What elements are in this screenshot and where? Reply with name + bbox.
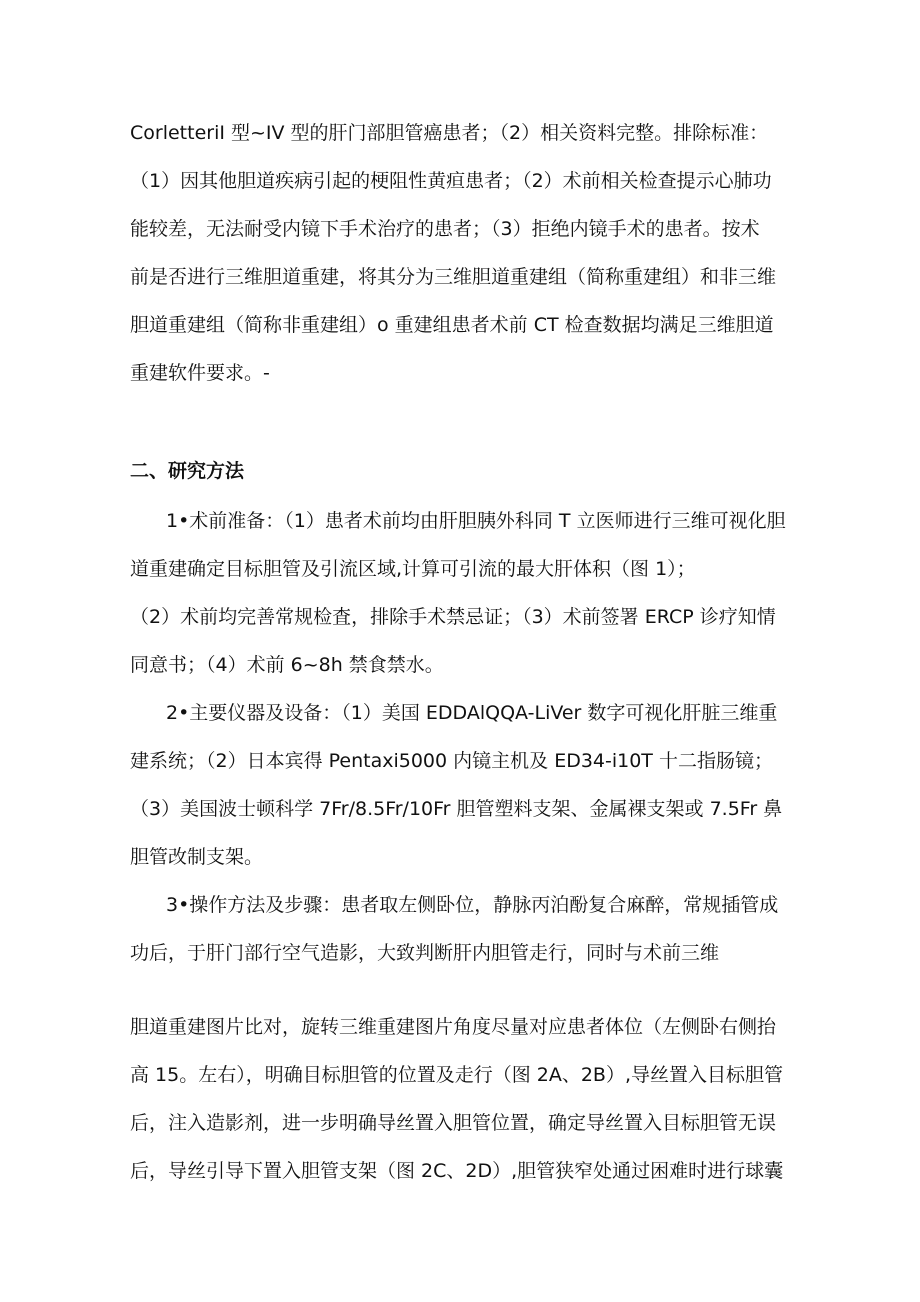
paragraph-line: CorletteriI 型~IV 型的肝门部胆管癌患者；（2）相关资料完整。排除标准： <box>130 122 769 144</box>
paragraph-line: 1•术前准备：（1）患者术前均由肝胆胰外科同 T 立医师进行三维可视化胆 <box>166 510 786 532</box>
paragraph-line: 功后，于肝门部行空气造影，大致判断肝内胆管走行，同时与术前三维 <box>130 942 720 964</box>
paragraph-line: 前是否进行三维胆道重建，将其分为三维胆道重建组（简称重建组）和非三维 <box>130 266 777 288</box>
paragraph-line: 胆道重建组（简称非重建组）o 重建组患者术前 CT 检查数据均满足三维胆道 <box>130 314 774 336</box>
paragraph-line: 后，导丝引导下置入胆管支架（图 2C、2D）,胆管狭窄处通过困难时进行球囊 <box>130 1160 784 1182</box>
paragraph-line: 同意书；（4）术前 6~8h 禁食禁水。 <box>130 654 444 676</box>
paragraph-line: 2•主要仪器及设备：（1）美国 EDDAlQQA-LiVer 数字可视化肝脏三维重 <box>166 702 778 724</box>
paragraph-line: 后，注入造影剂，进一步明确导丝置入胆管位置，确定导丝置入目标胆管无误 <box>130 1112 777 1134</box>
paragraph-line: 重建软件要求。- <box>130 362 270 384</box>
paragraph-line: 胆道重建图片比对，旋转三维重建图片角度尽量对应患者体位（左侧卧右侧抬 <box>130 1016 777 1038</box>
section-heading: 二、研究方法 <box>130 460 245 482</box>
paragraph-line: 胆管改制支架。 <box>130 846 264 868</box>
paragraph-line: 高 15。左右），明确目标胆管的位置及走行（图 2A、2B）,导丝置入目标胆管 <box>130 1064 784 1086</box>
paragraph-line: （3）美国波士顿科学 7Fr/8.5Fr/10Fr 胆管塑料支架、金属裸支架或 7.5Fr 鼻 <box>130 798 783 820</box>
paragraph-line: 建系统；（2）日本宾得 Pentaxi5000 内镜主机及 ED34-i10T 十二指肠镜； <box>130 750 773 772</box>
paragraph-line: （1）因其他胆道疾病引起的梗阻性黄疸患者；（2）术前相关检查提示心肺功 <box>130 170 772 192</box>
paragraph-line: 道重建确定目标胆管及引流区域,计算可引流的最大肝体积（图 1）； <box>130 558 696 580</box>
paragraph-line: 能较差，无法耐受内镜下手术治疗的患者；（3）拒绝内镜手术的患者。按术 <box>130 218 760 240</box>
paragraph-line: （2）术前均完善常规检査，排除手术禁忌证；（3）术前签署 ERCP 诊疗知情 <box>130 606 776 628</box>
paragraph-line: 3•操作方法及步骤：患者取左侧卧位，静脉丙泊酚复合麻醉，常规插管成 <box>166 894 779 916</box>
